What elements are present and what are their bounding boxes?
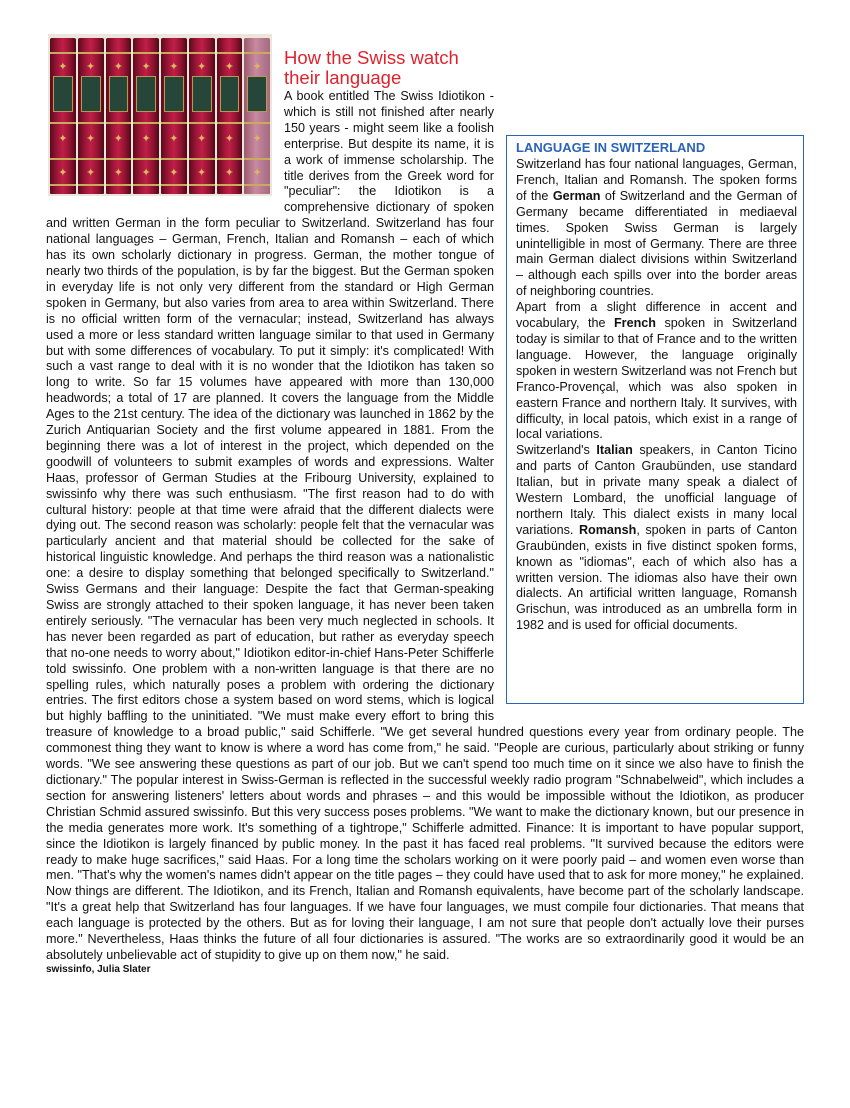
volume-spine: ✦ ✦ ✦ — [189, 38, 215, 194]
article-title: How the Swiss watch their language — [284, 47, 459, 88]
article-credit: swissinfo, Julia Slater — [46, 963, 151, 975]
sidebar-text: of Switzerland and the German of Germany became differentiated in mediaeval times. Spoken Swiss German is largely unintelligible in most of Germany. There are three main German dialect divisions within Switzerland – although each spills over into the border areas of neighboring countries. — [516, 188, 797, 299]
page — [46, 34, 804, 1074]
sidebar-paragraph-french — [516, 300, 797, 443]
volume-spine: ✦ ✦ ✦ — [50, 38, 76, 194]
volume-spine: ✦ ✦ ✦ — [161, 38, 187, 194]
sidebar-bold-term: German — [552, 188, 601, 203]
sidebar-text: Switzerland's — [516, 443, 597, 458]
sidebar-bold-term: French — [613, 316, 656, 331]
sidebar-text: , spoken in parts of Canton Graubünden, exists in five distinct spoken forms, known as "idiomas", each of which also has a written version. The idiomas also have their own dialects. An artificial written language, Romansh Grischun, was introduced as an umbrella form in 1982 and is used for official documents. — [516, 522, 797, 633]
sidebar-paragraph-italian-romansh — [516, 443, 797, 634]
sidebar-heading: LANGUAGE IN SWITZERLAND — [516, 140, 706, 155]
article-body: A book entitled The Swiss Idiotikon - which is still not finished after nearly 150 years - might seem like a foolish enterprise. But despite its name, it is a work of immense scholarship. The title derives from the Greek word for "peculiar": the Idiotikon is a comprehensive dictionary of spoken and written German in the form peculiar to Switzerland. Switzerland has four national languages – German, French, Italian and Romansh – each of which has its own scholarly dictionary in progress. German, the mother tongue of nearly two thirds of the population, is by far the biggest. But the German spoken in everyday life is not only very different from the standard or High German spoken in Germany, but also varies from area to area within Switzerland. There is no official written form of the vernacular; instead, Switzerland has always used a more or less standard written language similar to that used in Germany but with some differences of vocabulary. To put it simply: it's complicated! With such a vast range to deal with it is no wonder that the Idiotikon has taken so long to write. So far 15 volumes have appeared with more than 130,000 headwords; a total of 17 are planned. It covers the language from the Middle Ages to the 21st century. The idea of the dictionary was launched in 1862 by the Zurich Antiquarian Society and the first volume appeared in 1881. From the beginning there was a lot of interest in the project, which depended on the goodwill of volunteers to submit examples of words and expressions. Walter Haas, professor of German Studies at the Fribourg University, explained to swissinfo why there was such enthusiasm. "The first reason had to do with cultural history: people at that time were afraid that the different dialects were dying out. The second reason was scholarly: people felt that the vernacular was particularly ancient and that material should be collected for the sake of historical linguistic knowledge. And perhaps the third reason was a nationalistic one: a desire to display something that belonged specifically to Switzerland." Swiss Germans and their language: Despite the fact that German-speaking Swiss are strongly attached to their spoken language, it has never been taken entirely seriously. "The vernacular has been very much neglected in schools. It has never been regarded as part of education, but rather as everyday speech that no-one needs to worry about," Idiotikon editor-in-chief Hans-Peter Schifferle told swissinfo. One problem with a non-written language is that there are no spelling rules, which naturally poses a problem with ordering the dictionary entries. The first editors chose a system based on word stems, which is logical but highly baffling to the uninitiated. "We must make every effort to bring this treasure of knowledge to a broad public," said Schifferle. "We get several hundred questions every year from ordinary people. The commonest thing they want to know is where a word has come from," he said. "People are curious, particularly about striking or funny words. "We see answering these questions as part of our job. But we can't spend too much time on it since we also have to finish the dictionary." The popular interest in Swiss-German is reflected in the successful weekly radio program "Schnabelweid", which includes a section for answering listeners' letters about words and phrases – and this would be impossible without the Idiotikon, as producer Christian Schmid assured swissinfo. But this very success poses problems. "We want to make the dictionary known, but our presence in the media generates more work. It's something of a tightrope," Schifferle admitted. Finance: It is important to have popular support, since the Idiotikon is largely financed by public money. In the past it has faced real problems. "It survived because the editors were ready to make huge sacrifices," said Haas. For a long time the scholars working on it were poorly paid – and women even worse than men. "That's why the women's names didn't appear on the title pages – they could have used that to ask for more money," he explained. Now things are different. The Idiotikon, and its French, Italian and Romansh equivalents, have become part of the scholarly landscape. "It's a great help that Switzerland has four languages. If we have four languages, we must compile four dictionaries. That means that each language is protected by the others. But as for loving their language, I am not sure that people don't actually love their purses more." Nevertheless, Haas thinks the future of all four dictionaries is assured. "The works are so extraordinarily good it would be an absolutely unbelievable act of stupidity to give up on them now," he said. — [46, 89, 804, 962]
volume-spine: ✦ ✦ ✦ — [78, 38, 104, 194]
sidebar-text: speakers, in Canton Ticino and parts of Canton Graubünden, use standard Italian, but in private many speak a dialect of Western Lombard, the unofficial language of northern Italy. This dialect exists in many local variations. — [516, 443, 797, 537]
volume-spine: ✦ ✦ ✦ — [244, 38, 270, 194]
sidebar-bold-term: Romansh — [578, 522, 637, 537]
volume-spine: ✦ ✦ ✦ — [106, 38, 132, 194]
sidebar-text: Switzerland has four national languages, German, French, Italian and Romansh. The spoken forms of the — [516, 157, 797, 203]
sidebar-bold-term: Italian — [596, 443, 633, 458]
sidebar-text: spoken in Switzerland today is similar to that of France and to the written language. However, the language originally spoken in western Switzerland was not French but Franco-Provençal, which was also spoken in eastern France and northern Italy. It survives, with difficulty, in local patois, which exist in a range of local variations. — [516, 316, 797, 442]
sidebar-paragraph-german — [516, 157, 797, 300]
sidebar-text: Apart from a slight difference in accent and vocabulary, the — [516, 300, 797, 331]
volume-spine: ✦ ✦ ✦ — [133, 38, 159, 194]
dictionary-volumes-photo — [48, 34, 272, 196]
volume-spine: ✦ ✦ ✦ — [217, 38, 243, 194]
language-sidebar — [506, 135, 804, 704]
